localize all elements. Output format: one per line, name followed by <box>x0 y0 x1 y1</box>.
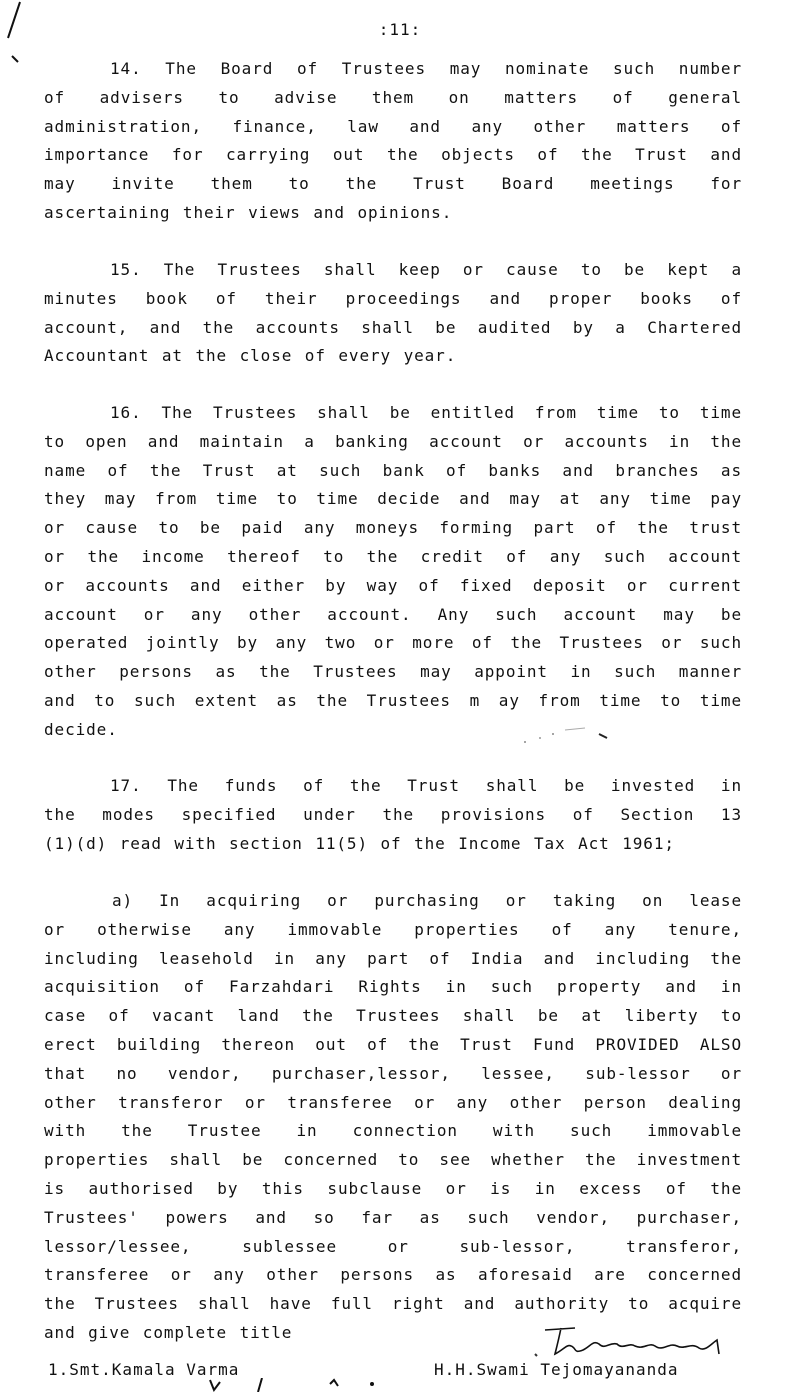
text-line: erect building thereon out of the Trust Fund PROVIDED ALSO <box>44 1034 742 1054</box>
text-line: lessor/lessee, sublessee or sub-lessor, transferor, <box>44 1236 742 1256</box>
text-line: they may from time to time decide and may at any time pay <box>44 489 742 509</box>
text-line: 16. The Trustees shall be entitled from time to time <box>110 403 742 422</box>
text-line: or cause to be paid any moneys forming part of the trust <box>44 518 742 538</box>
text-line: with the Trustee in connection with such immovable <box>44 1121 742 1141</box>
text-line: properties shall be concerned to see whether the investment <box>44 1150 742 1170</box>
page-number: :11: <box>378 20 422 39</box>
text-line: Trustees' powers and so far as such vendor, purchaser, <box>44 1207 742 1227</box>
text-line: name of the Trust at such bank of banks and branches as <box>44 460 742 480</box>
text-line: ascertaining their views and opinions. <box>44 202 453 222</box>
text-line: the modes specified under the provisions of Section 13 <box>44 804 742 824</box>
text-line: administration, finance, law and any other matters of <box>44 116 742 136</box>
text-line: including leasehold in any part of India and including the <box>44 948 742 968</box>
text-line: or the income thereof to the credit of any such account <box>44 546 742 566</box>
text-line: 14. The Board of Trustees may nominate such number <box>110 59 742 78</box>
text-line: or otherwise any immovable properties of any tenure, <box>44 919 742 939</box>
text-line: to open and maintain a banking account or accounts in the <box>44 431 742 451</box>
paragraph-17-a <box>44 887 742 1348</box>
text-line: of advisers to advise them on matters of general <box>44 87 742 107</box>
text-line: a) In acquiring or purchasing or taking on lease <box>112 891 742 910</box>
ink-smudge <box>505 720 625 750</box>
signature-block <box>0 1320 800 1392</box>
text-line: account or any other account. Any such account may be <box>44 604 742 624</box>
text-line: (1)(d) read with section 11(5) of the Income Tax Act 1961; <box>44 833 675 853</box>
paragraph-17 <box>44 772 742 858</box>
text-line: that no vendor, purchaser,lessor, lessee, sub-lessor or <box>44 1063 742 1083</box>
text-line: and give complete title <box>44 1322 293 1342</box>
text-line: decide. <box>44 719 118 739</box>
text-line: may invite them to the Trust Board meetings for <box>44 174 742 194</box>
text-line: is authorised by this subclause or is in excess of the <box>44 1178 742 1198</box>
handwritten-signature <box>505 1320 750 1364</box>
text-line: acquisition of Farzahdari Rights in such property and in <box>44 977 742 997</box>
text-line: other persons as the Trustees may appoint in such manner <box>44 662 742 682</box>
signatory-right-name: H.H.Swami Tejomayananda <box>434 1360 679 1379</box>
text-line: account, and the accounts shall be audited by a Chartered <box>44 317 742 337</box>
text-line: case of vacant land the Trustees shall be at liberty to <box>44 1006 742 1026</box>
text-line: importance for carrying out the objects of the Trust and <box>44 145 742 165</box>
paragraph-15 <box>44 256 742 371</box>
bottom-ink-marks <box>200 1378 390 1392</box>
signatory-left-name: 1.Smt.Kamala Varma <box>48 1360 240 1379</box>
text-line: transferee or any other persons as aforesaid are concerned <box>44 1265 742 1285</box>
text-line: minutes book of their proceedings and proper books of <box>44 288 742 308</box>
text-line: other transferor or transferee or any other person dealing <box>44 1092 742 1112</box>
paragraph-16 <box>44 399 742 745</box>
text-line: or accounts and either by way of fixed deposit or current <box>44 575 742 595</box>
text-line: Accountant at the close of every year. <box>44 346 457 366</box>
text-line: 15. The Trustees shall keep or cause to be kept a <box>110 260 742 279</box>
text-line: 17. The funds of the Trust shall be invested in <box>110 776 742 795</box>
text-line: and to such extent as the Trustees m ay from time to time <box>44 690 742 710</box>
text-line: operated jointly by any two or more of the Trustees or such <box>44 633 742 653</box>
text-line: the Trustees shall have full right and authority to acquire <box>44 1294 742 1314</box>
paragraph-14 <box>44 55 742 228</box>
